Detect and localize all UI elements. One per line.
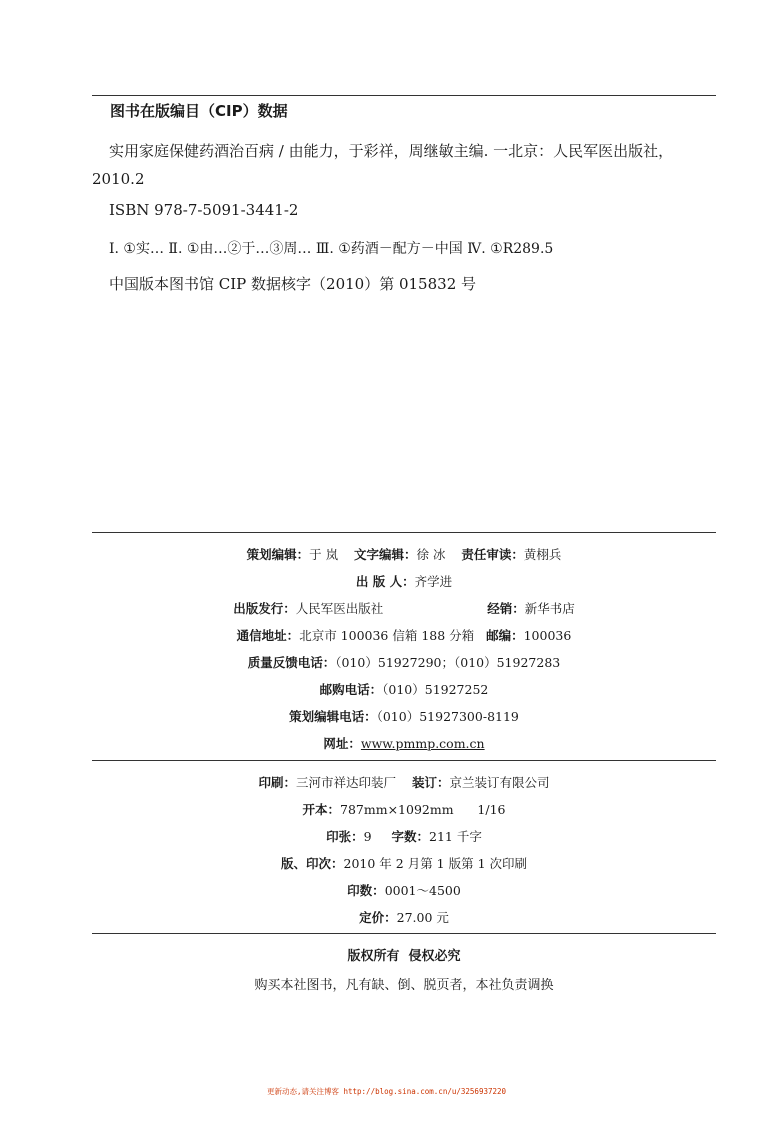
publisher-label: 出版发行： [233,601,296,616]
price-line [92,908,716,926]
planning-phone-line [92,707,716,725]
price-label: 定价： [359,910,397,925]
publisher-person-label: 出 版 人： [355,574,415,589]
cip-title: 图书在版编目（CIP）数据 [110,102,288,120]
distributor: 新华书店 [524,601,575,616]
printer-line [92,773,716,791]
editors-line [92,545,716,563]
planning-phone-label: 策划编辑电话： [289,709,377,724]
website-label: 网址： [323,736,361,751]
cip-record: 中国版本图书馆 CIP 数据核字（2010）第 015832 号 [109,275,477,293]
address: 北京市 100036 信箱 188 分箱 [299,628,475,643]
mail-order-line [92,680,716,698]
cip-date-line: 2010.2 [92,170,145,188]
cip-title-line: 实用家庭保健药酒治百病 / 由能力，于彩祥，周继敏主编. 一北京：人民军医出版社， [109,142,674,160]
cip-isbn: ISBN 978-7-5091-3441-2 [109,201,299,219]
sheets-line [92,827,716,845]
copyright-top-rule [92,933,716,934]
price: 27.00 元 [396,910,449,925]
binder: 京兰装订有限公司 [449,775,550,790]
reviewer-label: 责任审读： [461,547,524,562]
print-run-line [92,881,716,899]
editorial-top-rule [92,532,716,533]
copyright-notice: 购买本社图书，凡有缺、倒、脱页者，本社负责调换 [254,978,554,993]
format-line [92,800,716,818]
planning-phone: （010）51927300-8119 [376,709,519,724]
format-label: 开本： [302,802,341,817]
copyright-title: 版权所有 侵权必究 [347,949,461,964]
publisher-person-line [92,572,716,590]
words-label: 字数： [391,829,429,844]
address-line [92,626,716,644]
website-line [92,734,716,752]
binder-label: 装订： [411,775,450,790]
postcode-label: 邮编： [486,628,524,643]
mail-order-label: 邮购电话： [319,682,383,697]
text-editor-label: 文字编辑： [353,547,417,562]
cip-classification: Ⅰ. ①实… Ⅱ. ①由…②于…③周… Ⅲ. ①药酒－配方－中国 Ⅳ. ①R289.5 [109,241,554,257]
printer-label: 印刷： [258,775,297,790]
format-fraction: 1/16 [477,802,506,817]
reviewer: 黄栩兵 [523,547,562,562]
words: 211 千字 [429,829,482,844]
website-link[interactable]: www.pmmp.com.cn [360,736,485,751]
feedback-line [92,653,716,671]
planning-editor: 于 岚 [309,547,339,562]
footer-note: 更新动态,请关注博客 http://blog.sina.com.cn/u/3256937220 [266,1087,507,1096]
printing-top-rule [92,760,716,761]
format: 787mm×1092mm [340,802,454,817]
publisher-person: 齐学进 [414,574,453,589]
text-editor: 徐 冰 [416,547,446,562]
postcode: 100036 [523,628,572,643]
edition-line [92,854,716,872]
edition: 2010 年 2 月第 1 版第 1 次印刷 [343,856,527,871]
mail-order: （010）51927252 [382,682,489,697]
publisher: 人民军医出版社 [295,601,384,616]
sheets: 9 [363,829,372,844]
feedback-label: 质量反馈电话： [247,655,336,670]
planning-editor-label: 策划编辑： [246,547,310,562]
distributor-label: 经销： [487,601,525,616]
address-label: 通信地址： [236,628,300,643]
edition-label: 版、印次： [281,856,344,871]
print-run: 0001～4500 [384,883,461,898]
feedback: （010）51927290；（010）51927283 [335,655,561,670]
sheets-label: 印张： [326,829,364,844]
printer: 三河市祥达印装厂 [296,775,397,790]
print-run-label: 印数： [347,883,385,898]
publisher-line [92,599,716,617]
top-rule [92,95,716,96]
